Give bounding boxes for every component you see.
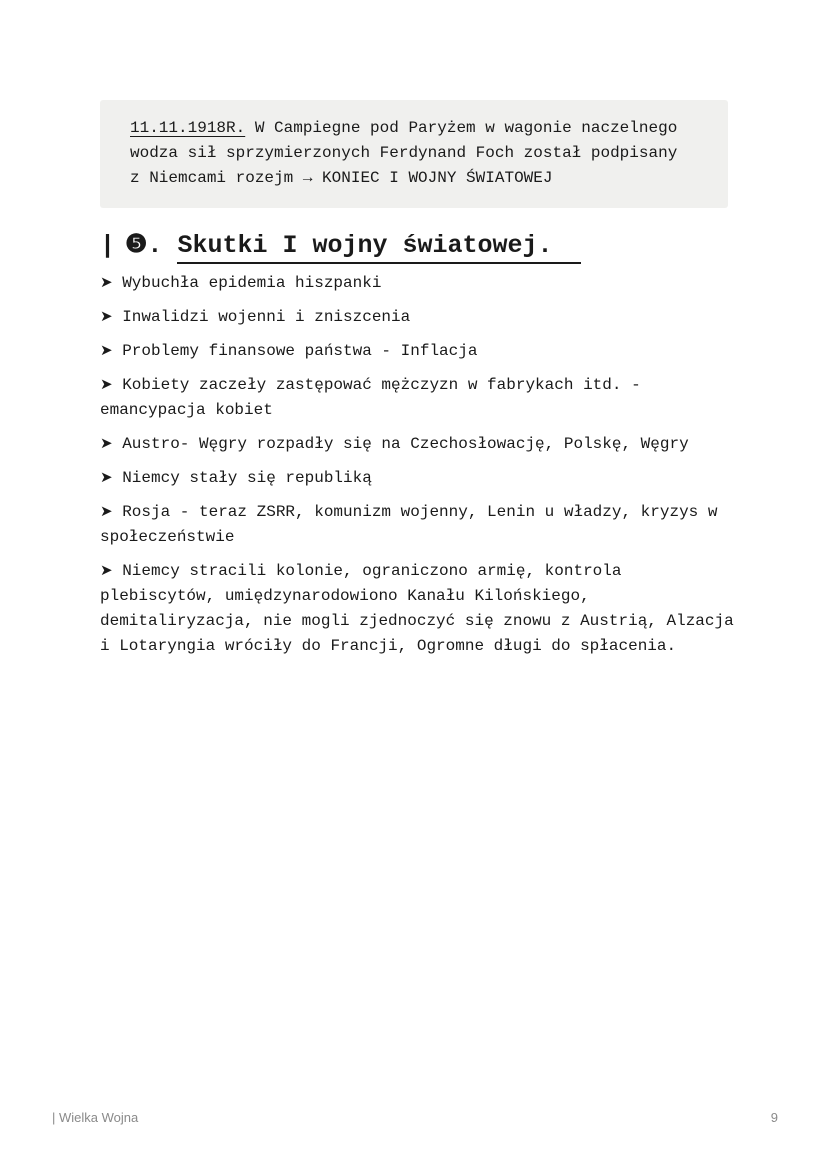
arrow-bullet-icon: ➤ — [100, 307, 113, 325]
arrow-bullet-icon: ➤ — [100, 561, 113, 579]
list-item — [100, 431, 740, 457]
armistice-date: 11.11.1918R. — [130, 119, 246, 137]
armistice-text: W Campiegne pod Paryżem w wagonie naczelnego wodza sił sprzymierzonych Ferdynand Foch został podpisany z Niemcami rozejm → KONIEC I WOJNY ŚWIATOWEJ — [130, 119, 678, 187]
arrow-bullet-icon: ➤ — [100, 502, 113, 520]
heading-number: ❺. — [125, 231, 163, 260]
list-item — [100, 465, 740, 491]
list-item-text: Niemcy stały się republiką — [122, 469, 372, 487]
list-item — [100, 338, 740, 364]
list-item-text: Inwalidzi wojenni i zniszcenia — [122, 308, 411, 326]
list-item — [100, 270, 740, 296]
armistice-note — [100, 100, 728, 208]
list-item — [100, 372, 740, 423]
section-heading — [100, 228, 581, 264]
list-item-text: Austro- Węgry rozpadły się na Czechosłowację, Polskę, Węgry — [122, 435, 689, 453]
list-item-text: Problemy finansowe państwa - Inflacja — [122, 342, 478, 360]
list-item-text: Wybuchła epidemia hiszpanki — [122, 274, 382, 292]
consequences-list — [100, 270, 740, 667]
footer-title: | Wielka Wojna — [52, 1110, 139, 1125]
heading-bar: | — [100, 231, 116, 260]
list-item-text: Rosja - teraz ZSRR, komunizm wojenny, Lenin u władzy, kryzys w społeczeństwie — [100, 503, 718, 546]
arrow-bullet-icon: ➤ — [100, 375, 113, 393]
arrow-bullet-icon: ➤ — [100, 434, 113, 452]
arrow-bullet-icon: ➤ — [100, 341, 113, 359]
list-item — [100, 304, 740, 330]
list-item — [100, 499, 740, 550]
list-item-text: Niemcy stracili kolonie, ograniczono armię, kontrola plebiscytów, umiędzynarodowiono Kanału Kilońskiego, demitaliryzacja, nie mogli zjednoczyć się znowu z Austrią, Alzacja i Lotaryngia wróciły do Francji, Ogromne długi do spłacenia. — [100, 562, 734, 655]
list-item — [100, 558, 740, 659]
arrow-bullet-icon: ➤ — [100, 468, 113, 486]
list-item-text: Kobiety zaczeły zastępować mężczyzn w fabrykach itd. - emancypacja kobiet — [100, 376, 641, 419]
page-number: 9 — [770, 1110, 778, 1125]
arrow-bullet-icon: ➤ — [100, 273, 113, 291]
heading-title: Skutki I wojny światowej. — [177, 230, 580, 264]
